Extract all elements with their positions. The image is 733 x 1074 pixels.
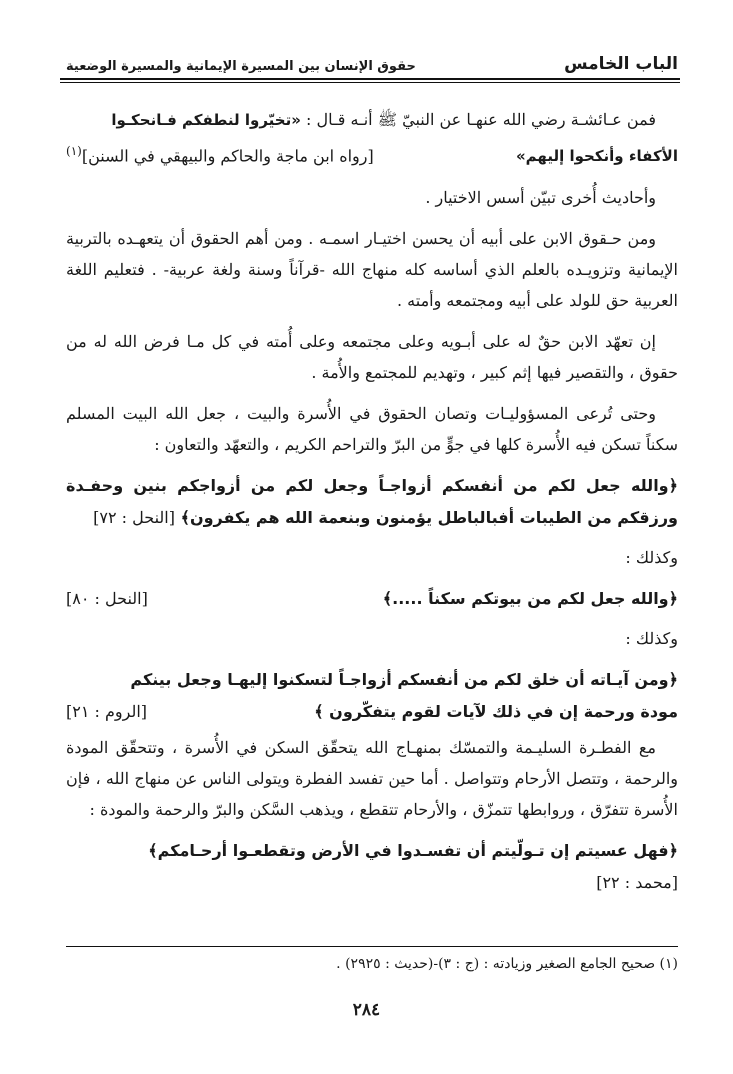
footnote: (١) صحيح الجامع الصغير وزيادته : (ج : ٣)-(حديث : ٢٩٢٥) . xyxy=(336,956,678,972)
hadith-intro: فمن عـائشـة رضي الله عنهـا عن النبيّ ﷺ أنـه قـال : xyxy=(300,110,656,129)
paragraph-other-hadiths: وأحاديث أُخرى تبيّن أسس الاختيار . xyxy=(425,188,656,208)
paragraph-child-care: إن تعهّد الابن حقٌ له على أبـويه وعلى مجتمعه وعلى أُمته في كل مـا فرض الله له من حقوق ، والتقصير فيها إثم كبير ، وتهديم للمجتمع والأُمة . xyxy=(66,332,678,383)
chapter-title: الباب الخامس xyxy=(564,54,678,74)
hadith-line-2 xyxy=(66,136,678,172)
kadhalik-2: وكذلك : xyxy=(625,629,678,649)
running-header xyxy=(66,44,678,74)
verse-3-line-b: مودة ورحمة إن في ذلك لآيات لقوم يتفكّرون ﴾ xyxy=(314,702,678,722)
quran-verse-4 xyxy=(66,835,678,899)
verse-4-ref: [محمد : ٢٢] xyxy=(596,873,678,893)
paragraph-hadith xyxy=(66,104,678,136)
page-number: ٢٨٤ xyxy=(352,1000,381,1020)
verse-3-line-b-row xyxy=(66,696,678,728)
kadhalik-1: وكذلك : xyxy=(625,548,678,568)
book-title: حقوق الإنسان بين المسيرة الإيمانية والمسيرة الوضعية xyxy=(66,59,416,74)
hadith-text-b: الأكفاء وأنكحوا إليهم» xyxy=(515,147,678,166)
quran-verse-3 xyxy=(66,664,678,728)
quran-verse-2 xyxy=(66,583,678,615)
paragraph-child-rights: ومن حـقوق الابن على أبيه أن يحسن اختيـار اسمـه . ومن أهم الحقوق أن يتعهـده بالتربية الإيمانية وتزويـده بالعلم الذي أساسه كله منهاج الله -قرآناً وسنة ولغة عربية- . فتعليم اللغة العربية حق للولد على أبيه ومجتمعه وأمته . xyxy=(66,229,678,311)
paragraph-family-home: وحتى تُرعى المسؤوليـات وتصان الحقوق في الأُسرة والبيت ، جعل الله البيت المسلم سكناً تسكن فيه الأُسرة كلها في جوٍّ من البرّ والتراحم الكريم ، والتعهّد والتعاون : xyxy=(66,404,678,455)
hadith-source xyxy=(66,136,374,171)
verse-3-line-a: ﴿ومن آيـاته أن خلق لكم من أنفسكم أزواجـاً لتسكنوا إليهـا وجعل بينكم xyxy=(130,670,678,690)
page-body xyxy=(66,104,678,907)
footnote-rule xyxy=(66,946,678,947)
verse-1-ref: [النحل : ٧٢] xyxy=(93,508,175,528)
hadith-source-text: [رواه ابن ماجة والحاكم والبيهقي في السنن] xyxy=(81,146,374,166)
verse-2-text: ﴿والله جعل لكم من بيوتكم سكناً .....﴾ xyxy=(382,589,678,609)
paragraph-fitra: مع الفطـرة السليـمة والتمسّك بمنهـاج الله يتحقّق السكن في الأُسرة ، وتتحقّق المودة والرحمة ، وتتصل الأرحام وتتواصل . أما حين تفسد الفطرة ويتولى الناس عن منهاج الله ، فإن الأُسرة تتفرّق ، وروابطها تتمزّق ، والأرحام تتقطع ، ويذهب السَّكن والبرّ والرحمة والمودة : xyxy=(66,738,678,820)
hadith-text-a: «تخيّروا لنطفكم فـانحكـوا xyxy=(111,111,301,129)
footnote-ref[interactable]: (١) xyxy=(66,144,82,158)
quran-verse-1 xyxy=(66,470,678,534)
verse-4-text: ﴿فهل عسيتم إن تـولّيتم أن تفسـدوا في الأرض وتقطعـوا أرحـامكم﴾ xyxy=(148,841,678,861)
verse-1-text: ﴿والله جعل لكم من أنفسكم أزواجـاً وجعل لكم من أزواجكم بنين وحفـدة ورزقكم من الطيبات أفبالباطل يؤمنون وبنعمة الله هم يكفرون﴾ xyxy=(66,476,678,528)
verse-2-ref: [النحل : ٨٠] xyxy=(66,589,148,609)
verse-3-ref: [الروم : ٢١] xyxy=(66,702,148,722)
header-rule xyxy=(60,78,680,83)
